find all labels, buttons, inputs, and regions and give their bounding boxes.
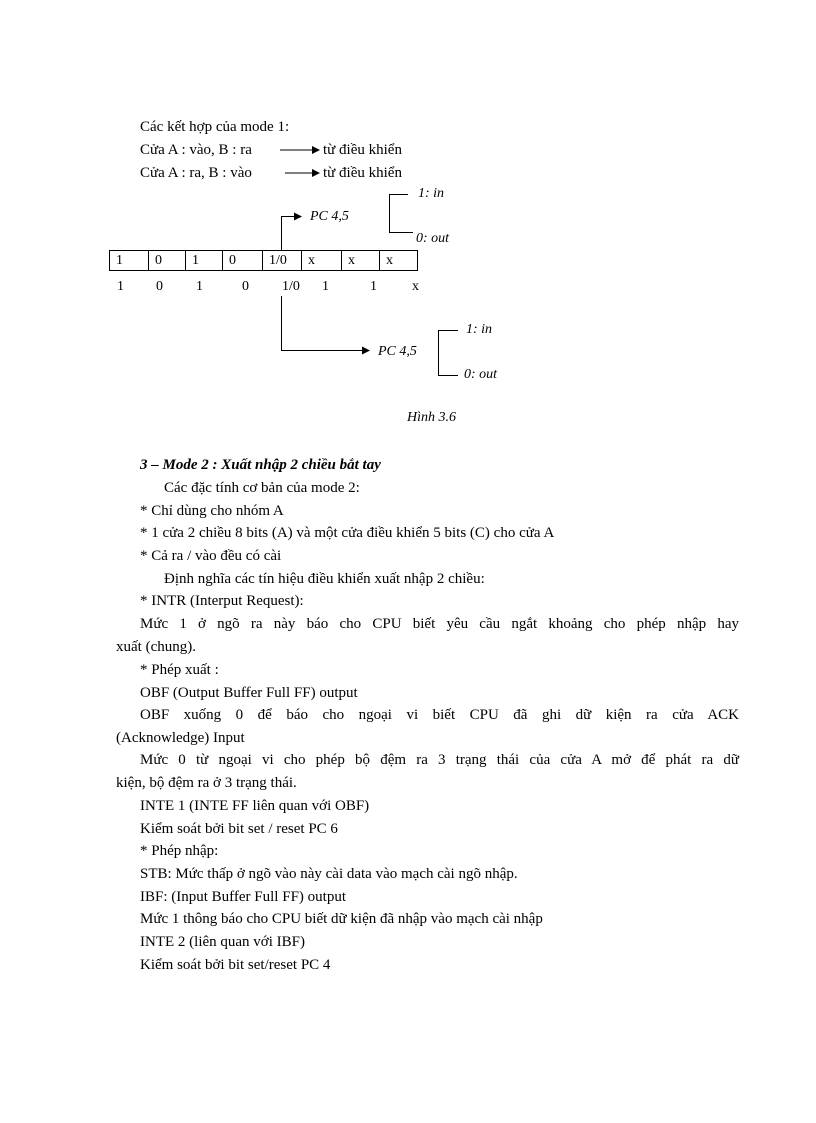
row2-value: 1: [196, 279, 203, 294]
body-line: kiện, bộ đệm ra ở 3 trạng thái.: [116, 775, 297, 791]
figure-caption: Hình 3.6: [407, 410, 456, 425]
bottom-out-label: 0: out: [464, 367, 498, 382]
body-line: Các đặc tính cơ bản của mode 2:: [164, 480, 360, 496]
row2-value: 1: [370, 279, 377, 294]
body-line: * 1 cửa 2 chiều 8 bits (A) và một cửa điều khiển 5 bits (C) cho cửa A: [140, 525, 555, 541]
row2-value: x: [412, 279, 419, 294]
register-cell: 1/0: [269, 253, 287, 268]
body-line: * Chỉ dùng cho nhóm A: [140, 503, 284, 519]
mode1-diagram: [0, 0, 816, 440]
body-line: * INTR (Interput Request):: [140, 593, 304, 609]
body-line: * Phép nhập:: [140, 843, 219, 859]
register-cell: 1: [116, 253, 123, 268]
intro-line-2-end: từ điều khiển: [323, 142, 402, 158]
top-out-label: 0: out: [416, 231, 450, 246]
register-cell: x: [386, 253, 393, 268]
top-pc-label: PC 4,5: [310, 209, 349, 224]
bottom-pc-label: PC 4,5: [378, 344, 417, 359]
body-line: xuất (chung).: [116, 639, 196, 655]
row2-value: 0: [242, 279, 249, 294]
body-line: * Cả ra / vào đều có cài: [140, 548, 282, 564]
intro-line-1: Các kết hợp của mode 1:: [140, 119, 290, 135]
intro-line-3-end: từ điều khiển: [323, 165, 402, 181]
register-cell: x: [348, 253, 355, 268]
body-line: Mức 0 từ ngoại vi cho phép bộ đệm ra 3 trạng thái của cửa A mở để phát ra dữ: [140, 752, 739, 768]
body-line: Mức 1 ở ngõ ra này báo cho CPU biết yêu cầu ngắt khoảng cho phép nhập hay: [140, 616, 739, 632]
intro-line-2-start: Cửa A : vào, B : ra: [140, 142, 252, 158]
body-line: OBF xuống 0 để báo cho ngoại vi biết CPU đã ghi dữ kiện ra cửa ACK: [140, 707, 739, 723]
arrow-head-line2: [312, 146, 320, 154]
body-line: INTE 2 (liên quan với IBF): [140, 934, 305, 950]
body-line: Kiểm soát bởi bit set/reset PC 4: [140, 957, 331, 973]
body-line: (Acknowledge) Input: [116, 730, 245, 746]
body-line: OBF (Output Buffer Full FF) output: [140, 685, 358, 701]
section-heading: 3 – Mode 2 : Xuất nhập 2 chiều bắt tay: [140, 457, 381, 473]
row2-value: 1: [322, 279, 329, 294]
arrow-head-bottom: [362, 347, 370, 355]
register-cell: 1: [192, 253, 199, 268]
row2-value: 0: [156, 279, 163, 294]
top-in-label: 1: in: [418, 186, 445, 201]
intro-line-3-start: Cửa A : ra, B : vào: [140, 165, 252, 181]
arrow-head-line3: [312, 169, 320, 177]
body-line: * Phép xuất :: [140, 662, 219, 678]
row2-value: 1: [117, 279, 124, 294]
row2-value: 1/0: [282, 279, 300, 294]
register-cell: 0: [155, 253, 162, 268]
arrow-head-top: [294, 213, 302, 221]
body-line: Kiểm soát bởi bit set / reset PC 6: [140, 821, 338, 837]
body-line: Định nghĩa các tín hiệu điều khiển xuất nhập 2 chiều:: [164, 571, 485, 587]
body-line: STB: Mức thấp ở ngõ vào này cài data vào mạch cài ngõ nhập.: [140, 866, 518, 882]
body-line: Mức 1 thông báo cho CPU biết dữ kiện đã nhập vào mạch cài nhập: [140, 911, 543, 927]
bottom-in-label: 1: in: [466, 322, 493, 337]
register-cell: x: [308, 253, 315, 268]
register-cell: 0: [229, 253, 236, 268]
body-line: INTE 1 (INTE FF liên quan với OBF): [140, 798, 370, 814]
body-line: IBF: (Input Buffer Full FF) output: [140, 889, 346, 905]
